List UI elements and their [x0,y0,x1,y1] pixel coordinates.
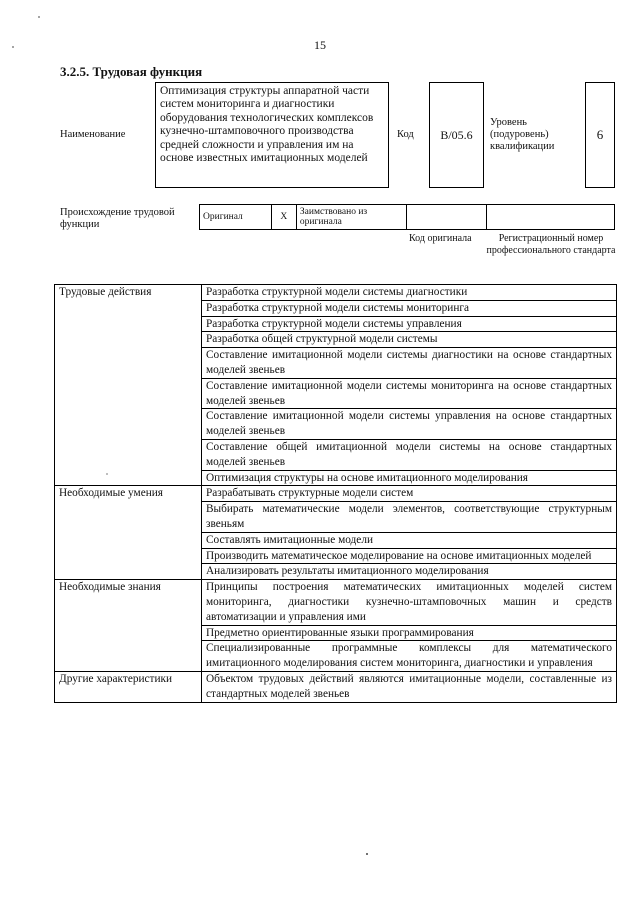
code-original-caption: Код оригинала [409,233,472,244]
section-item: Разработка структурной модели системы мониторинга [202,300,617,316]
section-item: Анализировать результаты имитационного моделирования [202,564,617,580]
section-item: Принципы построения математических имитационных моделей систем мониторинга, диагностики кузнечно-штамповочных машин и средств автоматизации и управления ими [202,580,617,625]
section-item: Разрабатывать структурные модели систем [202,486,617,502]
table-row [55,671,617,702]
borrowed-cell: Заимствовано из оригинала [296,205,406,230]
section-item: Разработка структурной модели системы управления [202,316,617,332]
section-item: Составление общей имитационной модели системы на основе стандартных моделей звеньев [202,439,617,470]
code-label: Код [397,129,414,140]
origin-table [199,204,615,230]
level-label-line-2: (подуровень) [490,129,549,140]
section-category: Трудовые действия [55,285,202,486]
section-item: Объектом трудовых действий являются имитационные модели, составленные из стандартных моделей звеньев [202,671,617,702]
level-label [490,117,554,153]
section-category: Необходимые знания [55,580,202,672]
section-item: Составлять имитационные модели [202,532,617,548]
level-label-line-1: Уровень [490,117,527,128]
scan-speck [106,473,108,475]
table-row [55,285,617,301]
scan-speck [366,853,368,855]
code-value-box: B/05.6 [429,82,484,188]
section-item: Разработка общей структурной модели системы [202,332,617,348]
section-item: Специализированные программные комплексы для математического имитационного моделирования систем мониторинга, диагностики и управления [202,641,617,672]
section-title: 3.2.5. Трудовая функция [60,64,203,79]
section-category: Другие характеристики [55,671,202,702]
function-details-table [54,284,617,703]
section-item: Оптимизация структуры на основе имитационного моделирования [202,470,617,486]
section-item: Разработка структурной модели системы диагностики [202,285,617,301]
level-value-box: 6 [585,82,615,188]
origin-label: Происхождение трудовой функции [60,207,175,230]
section-item: Составление имитационной модели системы диагностики на основе стандартных моделей звеньев [202,348,617,379]
level-label-line-3: квалификации [490,141,555,152]
section-item: Выбирать математические модели элементов, соответствующие структурным звеньям [202,502,617,533]
section-item: Производить математическое моделирование на основе имитационных моделей [202,548,617,564]
reg-number-caption: Регистрационный номер профессионального стандарта [486,233,616,256]
reg-number-cell [486,205,614,230]
section-item: Составление имитационной модели системы управления на основе стандартных моделей звеньев [202,409,617,440]
name-label: Наименование [60,129,126,140]
section-category: Необходимые умения [55,486,202,580]
section-item: Составление имитационной модели системы мониторинга на основе стандартных моделей звеньев [202,378,617,409]
table-row [55,486,617,502]
original-cell: Оригинал [200,205,272,230]
table-row [55,580,617,625]
section-item: Предметно ориентированные языки программирования [202,625,617,641]
function-name-box: Оптимизация структуры аппаратной части систем мониторинга и диагностики оборудования технологических комплексов кузнечно-штамповочного производства средней сложности и управления им на основе известных имитационных моделей [155,82,389,188]
scan-speck [38,16,40,18]
original-code-cell [406,205,486,230]
scan-speck [12,46,14,48]
original-mark: X [271,205,296,230]
page-number: 15 [314,38,326,52]
